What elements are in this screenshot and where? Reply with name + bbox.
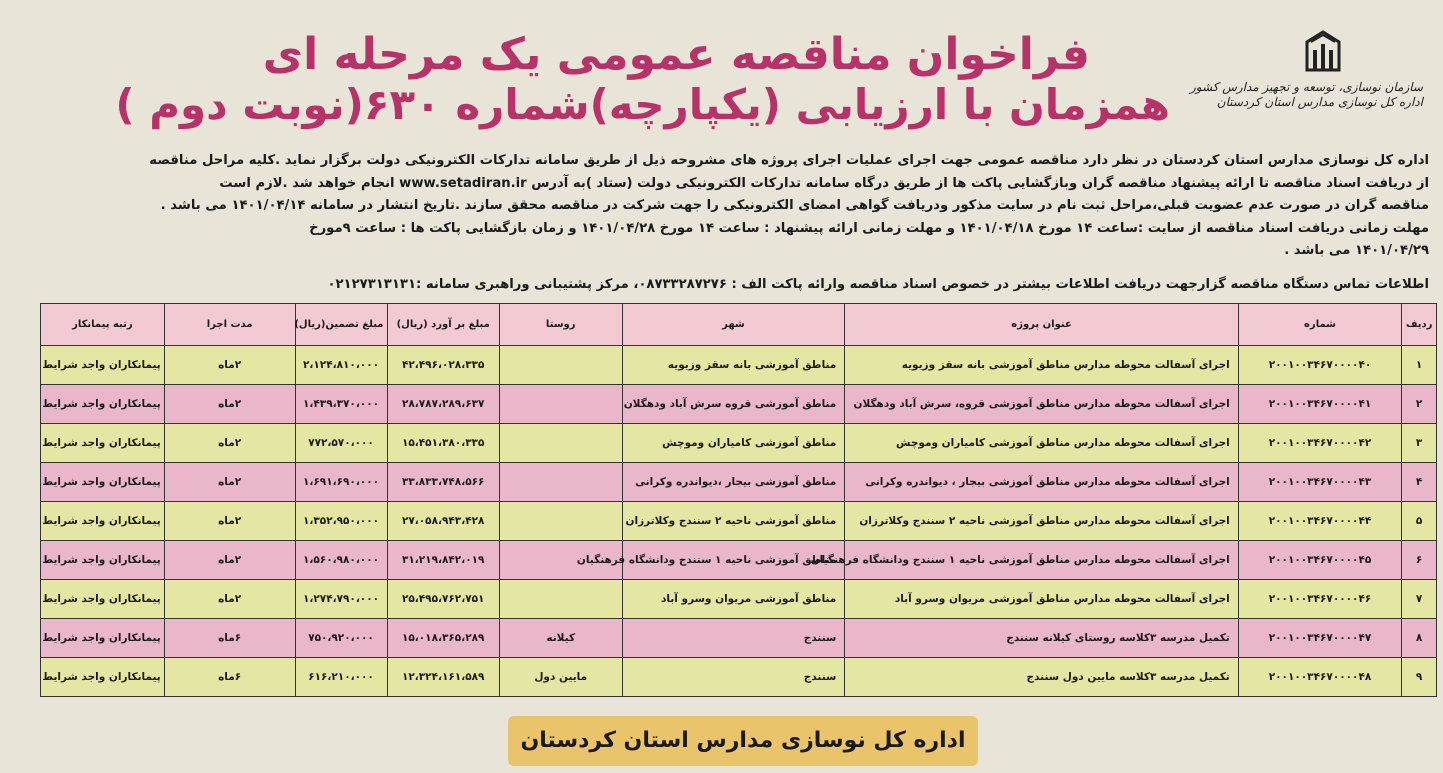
cell-estimate: ۲۵،۴۹۵،۷۶۲،۷۵۱: [387, 580, 499, 619]
cell-estimate: ۱۲،۳۲۴،۱۶۱،۵۸۹: [387, 658, 499, 697]
cell-number: ۲۰۰۱۰۰۳۴۶۷۰۰۰۰۴۲: [1238, 424, 1402, 463]
table-header-row: [41, 304, 1437, 346]
logo-line-2: اداره کل نوسازی مدارس استان کردستان: [1216, 95, 1423, 109]
cell-title: تکمیل مدرسه ۳کلاسه مایین دول سنندج: [845, 658, 1238, 697]
cell-grade: پیمانکاران واجد شرایط: [41, 541, 165, 580]
cell-guarantee: ۱،۵۶۰،۹۸۰،۰۰۰: [295, 541, 387, 580]
table-row: [41, 658, 1437, 697]
cell-estimate: ۲۷،۰۵۸،۹۴۳،۴۲۸: [387, 502, 499, 541]
cell-duration: ۲ماه: [164, 385, 295, 424]
cell-title: اجرای آسفالت محوطه مدارس مناطق آموزشی ناحیه ۱ سنندج ودانشگاه فرهنگیان: [845, 541, 1238, 580]
cell-grade: پیمانکاران واجد شرایط: [41, 424, 165, 463]
cell-guarantee: ۲،۱۲۴،۸۱۰،۰۰۰: [295, 346, 387, 385]
cell-city: مناطق آموزشی مریوان وسرو آباد: [622, 580, 845, 619]
cell-title: اجرای آسفالت محوطه مدارس مناطق آموزشی مریوان وسرو آباد: [845, 580, 1238, 619]
cell-title: تکمیل مدرسه ۳کلاسه روستای کیلانه سنندج: [845, 619, 1238, 658]
cell-guarantee: ۱،۳۵۲،۹۵۰،۰۰۰: [295, 502, 387, 541]
cell-guarantee: ۶۱۶،۲۱۰،۰۰۰: [295, 658, 387, 697]
cell-row-number: ۹: [1402, 658, 1437, 697]
cell-estimate: ۳۱،۲۱۹،۸۴۲،۰۱۹: [387, 541, 499, 580]
cell-title: اجرای آسفالت محوطه مدارس مناطق آموزشی کامیاران وموچش: [845, 424, 1238, 463]
cell-city: مناطق آموزشی کامیاران وموچش: [622, 424, 845, 463]
cell-number: ۲۰۰۱۰۰۳۴۶۷۰۰۰۰۴۸: [1238, 658, 1402, 697]
cell-city: سنندج: [622, 619, 845, 658]
cell-estimate: ۲۸،۷۸۷،۲۸۹،۶۳۷: [387, 385, 499, 424]
cell-grade: پیمانکاران واجد شرایط: [41, 346, 165, 385]
intro-line-4: مهلت زمانی دریافت اسناد مناقصه از سایت :ساعت ۱۴ مورخ ۱۴۰۱/۰۴/۱۸ و مهلت زمانی ارائه پیشنهاد : ساعت ۱۴ مورخ ۱۴۰۱/۰۴/۲۸ و زمان بازگشایی پاکت ها : ساعت ۹مورخ: [309, 220, 1429, 236]
cell-number: ۲۰۰۱۰۰۳۴۶۷۰۰۰۰۴۳: [1238, 463, 1402, 502]
cell-row-number: ۵: [1402, 502, 1437, 541]
cell-village: [499, 502, 622, 541]
header-row-number: ردیف: [1402, 304, 1437, 346]
cell-city: سنندج: [622, 658, 845, 697]
intro-line-5: ۱۴۰۱/۰۴/۲۹ می باشد .: [1284, 243, 1429, 258]
cell-grade: پیمانکاران واجد شرایط: [41, 502, 165, 541]
cell-number: ۲۰۰۱۰۰۳۴۶۷۰۰۰۰۴۱: [1238, 385, 1402, 424]
cell-city: مناطق آموزشی بیجار ،دیواندره وکرانی: [622, 463, 845, 502]
cell-village: [499, 424, 622, 463]
cell-city: مناطق آموزشی قروه سرش آباد ودهگلان: [622, 385, 845, 424]
logo-line-1: سازمان نوسازی، توسعه و تجهیز مدارس کشور: [1190, 80, 1423, 94]
cell-estimate: ۴۲،۴۹۶،۰۲۸،۳۳۵: [387, 346, 499, 385]
cell-duration: ۲ماه: [164, 541, 295, 580]
cell-row-number: ۷: [1402, 580, 1437, 619]
cell-guarantee: ۱،۴۳۹،۳۷۰،۰۰۰: [295, 385, 387, 424]
notice-subtitle: همزمان با ارزیابی (یکپارچه)شماره ۶۳۰(نوبت دوم ): [115, 80, 1170, 129]
cell-city: مناطق آموزشی ناحیه ۲ سنندج وکلاترزان: [622, 502, 845, 541]
cell-guarantee: ۷۵۰،۹۲۰،۰۰۰: [295, 619, 387, 658]
header-estimate: مبلغ بر آورد (ریال): [387, 304, 499, 346]
cell-duration: ۲ماه: [164, 346, 295, 385]
table-row: [41, 580, 1437, 619]
table-row: [41, 346, 1437, 385]
cell-number: ۲۰۰۱۰۰۳۴۶۷۰۰۰۰۴۴: [1238, 502, 1402, 541]
cell-number: ۲۰۰۱۰۰۳۴۶۷۰۰۰۰۴۵: [1238, 541, 1402, 580]
cell-row-number: ۴: [1402, 463, 1437, 502]
table-row: [41, 619, 1437, 658]
cell-village: [499, 580, 622, 619]
contact-info: اطلاعات تماس دستگاه مناقصه گزارجهت دریافت اطلاعات بیشتر در خصوص اسناد مناقصه وارائه پاکت الف : ۰۸۷۳۳۲۸۷۲۷۶، مرکز پشتیبانی وراهبری سامانه :۰۲۱۲۷۳۱۳۱۳۱: [327, 277, 1429, 292]
cell-number: ۲۰۰۱۰۰۳۴۶۷۰۰۰۰۴۰: [1238, 346, 1402, 385]
cell-grade: پیمانکاران واجد شرایط: [41, 658, 165, 697]
cell-row-number: ۶: [1402, 541, 1437, 580]
notice-title: فراخوان مناقصه عمومی یک مرحله ای: [262, 29, 1090, 80]
header-grade: رتبه پیمانکار: [41, 304, 165, 346]
cell-estimate: ۱۵،۰۱۸،۳۶۵،۲۸۹: [387, 619, 499, 658]
header-number: شماره: [1238, 304, 1402, 346]
cell-title: اجرای آسفالت محوطه مدارس مناطق آموزشی ناحیه ۲ سنندج وکلاترزان: [845, 502, 1238, 541]
cell-guarantee: ۷۷۲،۵۷۰،۰۰۰: [295, 424, 387, 463]
cell-village: [499, 463, 622, 502]
cell-duration: ۲ماه: [164, 502, 295, 541]
cell-title: اجرای آسفالت محوطه مدارس مناطق آموزشی بانه سقز وزیویه: [845, 346, 1238, 385]
cell-city: مناطق آموزشی بانه سقز وزیویه: [622, 346, 845, 385]
table-row: [41, 385, 1437, 424]
table-row: [41, 502, 1437, 541]
cell-guarantee: ۱،۲۷۴،۷۹۰،۰۰۰: [295, 580, 387, 619]
cell-grade: پیمانکاران واجد شرایط: [41, 385, 165, 424]
cell-duration: ۶ماه: [164, 619, 295, 658]
cell-row-number: ۳: [1402, 424, 1437, 463]
organization-logo: [1190, 30, 1423, 110]
footer-banner: اداره کل نوسازی مدارس استان کردستان: [508, 716, 978, 766]
cell-estimate: ۱۵،۴۵۱،۳۸۰،۳۳۵: [387, 424, 499, 463]
cell-title: اجرای آسفالت محوطه مدارس مناطق آموزشی قروه، سرش آباد ودهگلان: [845, 385, 1238, 424]
cell-duration: ۶ماه: [164, 658, 295, 697]
cell-village: مایین دول: [499, 658, 622, 697]
intro-line-1: اداره کل نوسازی مدارس استان کردستان در نظر دارد مناقصه عمومی جهت اجرای عملیات اجرای پروژه های مشروحه ذیل از طریق سامانه تدارکات الکترونیکی دولت برگزار نماید .کلیه مراحل مناقصه: [149, 153, 1429, 168]
cell-row-number: ۱: [1402, 346, 1437, 385]
header-title: عنوان پروژه: [845, 304, 1238, 346]
intro-line-3: مناقصه گران در صورت عدم عضویت قبلی،مراحل ثبت نام در سایت مذکور ودریافت گواهی امضای الکترونیکی را جهت شرکت در مناقصه محقق سازند .تاریخ انتشار در سامانه ۱۴۰۱/۰۴/۱۴ می باشد .: [160, 198, 1429, 213]
cell-village: [499, 385, 622, 424]
cell-guarantee: ۱،۶۹۱،۶۹۰،۰۰۰: [295, 463, 387, 502]
cell-row-number: ۸: [1402, 619, 1437, 658]
school-emblem-icon: [1303, 30, 1343, 74]
header-village: روستا: [499, 304, 622, 346]
table-row: [41, 424, 1437, 463]
cell-grade: پیمانکاران واجد شرایط: [41, 580, 165, 619]
header-duration: مدت اجرا: [164, 304, 295, 346]
cell-village: کیلانه: [499, 619, 622, 658]
intro-line-2: از دریافت اسناد مناقصه تا ارائه پیشنهاد مناقصه گران وبازگشایی پاکت ها از طریق درگاه سامانه تدارکات الکترونیکی دولت (ستاد )به آدرس www.setadiran.ir انجام خواهد شد .لازم است: [219, 175, 1429, 191]
projects-table: [40, 303, 1437, 697]
intro-paragraph: [9, 150, 1429, 263]
cell-grade: پیمانکاران واجد شرایط: [41, 619, 165, 658]
table-row: [41, 463, 1437, 502]
header-city: شهر: [622, 304, 845, 346]
table-row: [41, 541, 1437, 580]
cell-duration: ۲ماه: [164, 463, 295, 502]
cell-estimate: ۳۳،۸۳۳،۷۴۸،۵۶۶: [387, 463, 499, 502]
cell-number: ۲۰۰۱۰۰۳۴۶۷۰۰۰۰۴۷: [1238, 619, 1402, 658]
cell-duration: ۲ماه: [164, 580, 295, 619]
cell-row-number: ۲: [1402, 385, 1437, 424]
header-guarantee: مبلغ تضمین(ریال): [295, 304, 387, 346]
cell-grade: پیمانکاران واجد شرایط: [41, 463, 165, 502]
cell-title: اجرای آسفالت محوطه مدارس مناطق آموزشی بیجار ، دیواندره وکرانی: [845, 463, 1238, 502]
cell-village: [499, 346, 622, 385]
cell-city: مناطق آموزشی ناحیه ۱ سنندج ودانشگاه فرهنگیان: [622, 541, 845, 580]
cell-duration: ۲ماه: [164, 424, 295, 463]
cell-number: ۲۰۰۱۰۰۳۴۶۷۰۰۰۰۴۶: [1238, 580, 1402, 619]
